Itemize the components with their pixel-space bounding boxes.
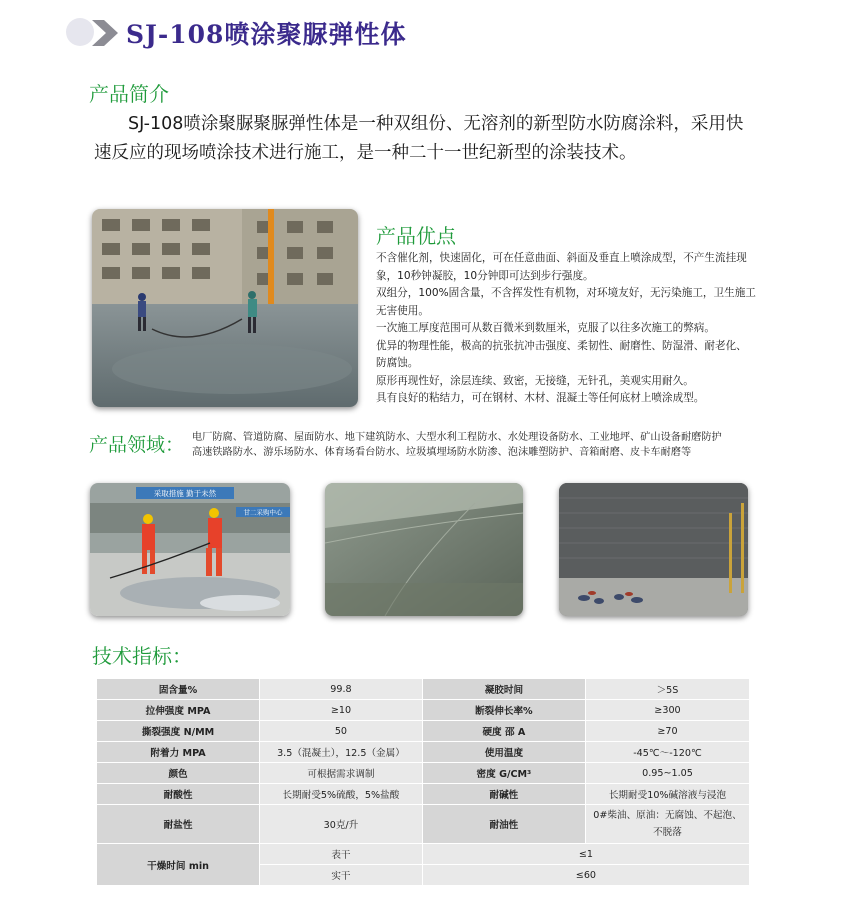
table-row xyxy=(97,700,750,721)
photo-spraying-site xyxy=(92,209,358,407)
spec-value: ≤1 xyxy=(422,844,749,865)
spec-subkey: 表干 xyxy=(260,844,423,865)
spec-value: 0.95~1.05 xyxy=(585,763,749,784)
photo-workers-spraying xyxy=(90,483,290,616)
table-row xyxy=(97,784,750,805)
spec-key: 耐油性 xyxy=(422,805,585,844)
table-row xyxy=(97,844,750,865)
site-sign-text: 甘二采购中心 xyxy=(243,508,283,517)
spec-value: ≥300 xyxy=(585,700,749,721)
spec-subkey: 实干 xyxy=(260,865,423,886)
spec-value-line: 不脱落 xyxy=(653,827,682,838)
spec-key: 耐碱性 xyxy=(422,784,585,805)
spec-value: ≤60 xyxy=(422,865,749,886)
spec-key: 凝胶时间 xyxy=(422,679,585,700)
spec-key: 撕裂强度 N/MM xyxy=(97,721,260,742)
advantage-item: 具有良好的粘结力，可在钢材、木材、混凝土等任何底材上喷涂成型。 xyxy=(376,392,705,404)
advantage-item: 双组分，100%固含量，不含挥发性有机物，对环境友好，无污染施工，卫生施工无害使用。 xyxy=(376,287,756,317)
spec-key: 拉伸强度 MPA xyxy=(97,700,260,721)
site-sign-text: 采取措施 勤于未然 xyxy=(153,489,217,498)
photo-tank-interior xyxy=(559,483,748,616)
advantage-item: 一次施工厚度范围可从数百微米到数厘米，克服了以往多次施工的弊病。 xyxy=(376,322,715,334)
spec-value: ≥70 xyxy=(585,721,749,742)
spec-value: 3.5（混凝土），12.5（金属） xyxy=(260,742,423,763)
intro-heading: 产品简介 xyxy=(89,82,169,106)
spec-value: 可根据需求调制 xyxy=(260,763,423,784)
spec-key: 干燥时间 min xyxy=(97,844,260,886)
spec-key: 附着力 MPA xyxy=(97,742,260,763)
spec-table xyxy=(96,678,750,886)
spec-value: -45℃～-120℃ xyxy=(585,742,749,763)
spec-value-line: 0#柴油、原油：无腐蚀、不起泡、 xyxy=(593,810,742,821)
spec-value xyxy=(585,805,749,844)
table-row xyxy=(97,763,750,784)
table-row xyxy=(97,805,750,844)
spec-key: 密度 G/CM³ xyxy=(422,763,585,784)
advantage-item: 不含催化剂，快速固化，可在任意曲面、斜面及垂直上喷涂成型，不产生流挂现象，10秒钟凝胶，10分钟即可达到步行强度。 xyxy=(376,252,747,282)
photo-coated-wall xyxy=(325,483,523,616)
spec-value: ＞5S xyxy=(585,679,749,700)
fields-line: 高速铁路防水、游乐场防水、体育场看台防水、垃圾填埋场防水防渗、泡沫雕塑防护、音箱耐磨、皮卡车耐磨等 xyxy=(192,447,692,458)
page-header xyxy=(66,12,486,52)
spec-value: 50 xyxy=(260,721,423,742)
advantages-heading: 产品优点 xyxy=(376,224,456,248)
advantage-item: 优异的物理性能，极高的抗张抗冲击强度、柔韧性、耐磨性、防湿滑、耐老化、防腐蚀。 xyxy=(376,339,747,369)
table-row xyxy=(97,679,750,700)
table-row xyxy=(97,721,750,742)
intro-paragraph: SJ-108喷涂聚脲聚脲弹性体是一种双组份、无溶剂的新型防水防腐涂料，采用快速反应的现场喷涂技术进行施工，是一种二十一世纪新型的涂装技术。 xyxy=(94,114,744,163)
spec-value: 长期耐受10%碱溶液与浸泡 xyxy=(585,784,749,805)
advantage-item: 原形再现性好，涂层连续、致密，无接缝，无针孔，美观实用耐久。 xyxy=(376,374,694,387)
spec-value: ≥10 xyxy=(260,700,423,721)
chevron-right-icon xyxy=(88,16,122,50)
advantages-list xyxy=(376,250,756,408)
spec-key: 耐盐性 xyxy=(97,805,260,844)
spec-key: 颜色 xyxy=(97,763,260,784)
spec-value: 99.8 xyxy=(260,679,423,700)
page-title: SJ-108喷涂聚脲弹性体 xyxy=(126,20,407,49)
spec-value: 30克/升 xyxy=(260,805,423,844)
fields-heading: 产品领域： xyxy=(89,434,185,456)
fields-text xyxy=(192,430,772,460)
spec-key: 固含量% xyxy=(97,679,260,700)
spec-key: 硬度 邵 A xyxy=(422,721,585,742)
table-row xyxy=(97,742,750,763)
tech-heading: 技术指标： xyxy=(92,644,192,668)
fields-line: 电厂防腐、管道防腐、屋面防水、地下建筑防水、大型水利工程防水、水处理设备防水、工业地坪、矿山设备耐磨防护 xyxy=(192,432,722,443)
spec-key: 耐酸性 xyxy=(97,784,260,805)
spec-key: 断裂伸长率% xyxy=(422,700,585,721)
spec-key: 使用温度 xyxy=(422,742,585,763)
spec-value: 长期耐受5%硫酸，5%盐酸 xyxy=(260,784,423,805)
